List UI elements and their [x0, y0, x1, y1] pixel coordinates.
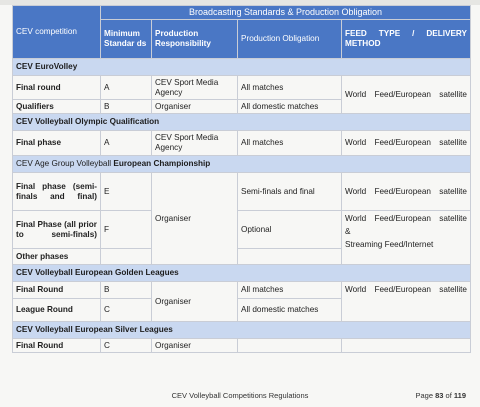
footer-page-current: 83	[435, 391, 444, 400]
section-age-group	[13, 156, 471, 173]
section-age-group-prefix: CEV Age Group Volleyball	[16, 159, 112, 168]
row-silver-final-standard: C	[101, 339, 152, 353]
row-age-responsibility: Organiser	[152, 173, 238, 265]
row-olympic-final-obligation: All matches	[238, 131, 342, 156]
footer-page-number	[415, 391, 466, 400]
row-age-final-standard: E	[101, 173, 152, 211]
header-minimum-standards: Minimum Standar ds	[101, 20, 152, 59]
row-age-feed-line1: World Feed/European satellite	[345, 214, 467, 223]
row-age-final-competition: Final phase (semi-finals and final)	[13, 173, 101, 211]
row-eurovolley-final-obligation: All matches	[238, 76, 342, 100]
row-golden-final-standard: B	[101, 282, 152, 299]
row-age-final-all-competition: Final Phase (all prior to semi-finals)	[13, 211, 101, 249]
row-eurovolley-qualifiers-standard: B	[101, 100, 152, 114]
row-age-final-all-obligation: Optional	[238, 211, 342, 249]
row-age-final-all-standard: F	[101, 211, 152, 249]
row-age-final-obligation: Semi-finals and final	[238, 173, 342, 211]
row-age-final-feed: World Feed/European satellite	[342, 173, 471, 211]
row-eurovolley-final-responsibility: CEV Sport Media Agency	[152, 76, 238, 100]
row-age-feed-line3: Streaming Feed/Internet	[345, 240, 434, 249]
row-silver-final-obligation	[238, 339, 342, 353]
row-age-feed	[342, 211, 471, 265]
row-eurovolley-qualifiers-responsibility: Organiser	[152, 100, 238, 114]
row-olympic-final-competition: Final phase	[13, 131, 101, 156]
row-silver-final-feed	[342, 339, 471, 353]
row-eurovolley-feed: World Feed/European satellite	[342, 76, 471, 114]
row-eurovolley-qualifiers-competition: Qualifiers	[13, 100, 101, 114]
row-olympic-final-feed: World Feed/European satellite	[342, 131, 471, 156]
header-feed-type: FEED TYPE / DELIVERY METHOD	[342, 20, 471, 59]
row-age-feed-line2: &	[345, 227, 351, 236]
row-eurovolley-final-competition: Final round	[13, 76, 101, 100]
footer-page-of: of	[445, 391, 452, 400]
row-golden-final-competition: Final Round	[13, 282, 101, 299]
header-competition: CEV competition	[13, 6, 101, 59]
footer-page-label: Page	[415, 391, 433, 400]
row-golden-responsibility: Organiser	[152, 282, 238, 322]
section-olympic-qualification: CEV Volleyball Olympic Qualification	[13, 114, 471, 131]
footer-page-total: 119	[453, 391, 466, 400]
header-group-title: Broadcasting Standards & Production Obligation	[101, 6, 471, 20]
row-golden-league-competition: League Round	[13, 299, 101, 322]
section-eurovolley: CEV EuroVolley	[13, 59, 471, 76]
row-silver-final-competition: Final Round	[13, 339, 101, 353]
row-age-other-competition: Other phases	[13, 249, 101, 265]
section-golden-leagues: CEV Volleyball European Golden Leagues	[13, 265, 471, 282]
row-golden-feed: World Feed/European satellite	[342, 282, 471, 322]
section-silver-leagues: CEV Volleyball European Silver Leagues	[13, 322, 471, 339]
row-eurovolley-final-standard: A	[101, 76, 152, 100]
row-golden-league-obligation: All domestic matches	[238, 299, 342, 322]
row-olympic-final-standard: A	[101, 131, 152, 156]
row-golden-league-standard: C	[101, 299, 152, 322]
row-age-other-standard	[101, 249, 152, 265]
row-eurovolley-qualifiers-obligation: All domestic matches	[238, 100, 342, 114]
header-production-obligation: Production Obligation	[238, 20, 342, 59]
row-silver-final-responsibility: Organiser	[152, 339, 238, 353]
footer-doc-title: CEV Volleyball Competitions Regulations	[171, 391, 309, 400]
row-olympic-final-responsibility: CEV Sport Media Agency	[152, 131, 238, 156]
row-age-other-obligation	[238, 249, 342, 265]
header-production-responsibility: Production Responsibility	[152, 20, 238, 59]
section-age-group-suffix: European Championship	[113, 159, 211, 168]
broadcasting-standards-table	[12, 5, 471, 353]
row-golden-final-obligation: All matches	[238, 282, 342, 299]
